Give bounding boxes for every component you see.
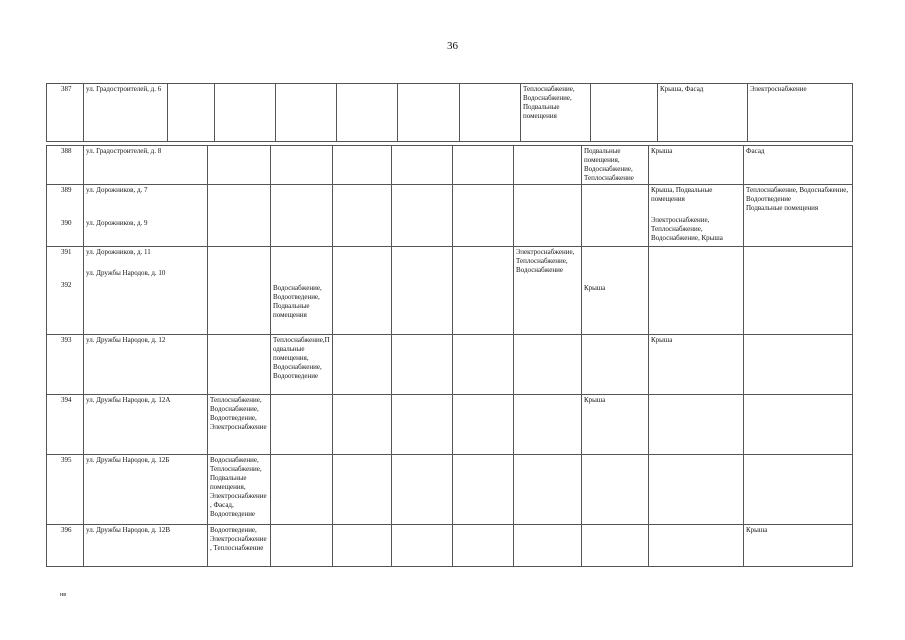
table-row-387 bbox=[46, 83, 853, 142]
table-row bbox=[47, 525, 853, 567]
row-number: 388 bbox=[47, 146, 84, 185]
empty-cell bbox=[208, 146, 271, 185]
address-cell: ул. Дружбы Народов, д. 12 bbox=[84, 335, 208, 395]
empty-cell bbox=[514, 146, 582, 185]
works-cell: Электроснабжение, Теплоснабжение, Водоснабжение bbox=[514, 247, 582, 335]
empty-cell bbox=[392, 146, 453, 185]
empty-cell bbox=[744, 247, 853, 335]
empty-cell bbox=[333, 395, 392, 455]
table-row bbox=[47, 146, 853, 185]
empty-cell bbox=[276, 84, 337, 142]
empty-cell bbox=[392, 247, 453, 335]
empty-cell bbox=[271, 395, 333, 455]
empty-cell bbox=[333, 185, 392, 247]
works-cell: Теплоснабжение, Водоснабжение, Подвальные помещения bbox=[521, 84, 591, 142]
empty-cell bbox=[392, 455, 453, 525]
empty-cell bbox=[271, 525, 333, 567]
works-cell: Фасад bbox=[744, 146, 853, 185]
empty-cell bbox=[392, 525, 453, 567]
works-cell: Теплоснабжение, Водоснабжение, Водоотведение Подвальные помещения bbox=[744, 185, 853, 247]
footer-mark: нв bbox=[60, 592, 67, 598]
works-cell: Крыша bbox=[649, 335, 744, 395]
works-cell: Крыша, Фасад bbox=[658, 84, 748, 142]
empty-cell bbox=[514, 525, 582, 567]
empty-cell bbox=[337, 84, 398, 142]
works-cell: Электроснабжение bbox=[748, 84, 853, 142]
works-table bbox=[46, 145, 853, 567]
empty-cell bbox=[453, 146, 514, 185]
empty-cell bbox=[649, 395, 744, 455]
empty-cell bbox=[514, 395, 582, 455]
empty-cell bbox=[271, 455, 333, 525]
empty-cell bbox=[392, 335, 453, 395]
works-cell: Крыша, Подвальные помещения Электроснабжение, Теплоснабжение, Водоснабжение, Крыша bbox=[649, 185, 744, 247]
empty-cell bbox=[744, 335, 853, 395]
empty-cell bbox=[582, 335, 649, 395]
empty-cell bbox=[453, 335, 514, 395]
empty-cell bbox=[333, 335, 392, 395]
empty-cell bbox=[453, 185, 514, 247]
works-cell: Крыша bbox=[744, 525, 853, 567]
page-number: 36 bbox=[447, 40, 458, 52]
empty-cell bbox=[333, 247, 392, 335]
address-cell: ул. Градостроителей, д. 6 bbox=[84, 84, 168, 142]
address-cell: ул. Дружбы Народов, д. 12Б bbox=[84, 455, 208, 525]
address-cell: ул. Дружбы Народов, д. 12А bbox=[84, 395, 208, 455]
empty-cell bbox=[333, 455, 392, 525]
works-cell: Крыша bbox=[582, 247, 649, 335]
empty-cell bbox=[392, 185, 453, 247]
empty-cell bbox=[514, 335, 582, 395]
empty-cell bbox=[208, 185, 271, 247]
empty-cell bbox=[514, 185, 582, 247]
empty-cell bbox=[460, 84, 521, 142]
address-cell: ул. Дорожников, д. 7 ул. Дорожников, д. 9 bbox=[84, 185, 208, 247]
empty-cell bbox=[215, 84, 276, 142]
empty-cell bbox=[333, 525, 392, 567]
empty-cell bbox=[208, 335, 271, 395]
table-row bbox=[47, 185, 853, 247]
empty-cell bbox=[333, 146, 392, 185]
empty-cell bbox=[582, 455, 649, 525]
works-cell: Подвальные помещения, Водоснабжение, Теплоснабжение bbox=[582, 146, 649, 185]
empty-cell bbox=[271, 185, 333, 247]
works-cell: Теплоснабжение,Подвальные помещения, Водоснабжение, Водоотведение bbox=[271, 335, 333, 395]
empty-cell bbox=[398, 84, 460, 142]
empty-cell bbox=[744, 395, 853, 455]
empty-cell bbox=[392, 395, 453, 455]
empty-cell bbox=[208, 247, 271, 335]
row-number: 396 bbox=[47, 525, 84, 567]
address-cell: ул. Дружбы Народов, д. 12В bbox=[84, 525, 208, 567]
empty-cell bbox=[514, 455, 582, 525]
address-cell: ул. Дорожников, д. 11 ул. Дружбы Народов, д. 10 bbox=[84, 247, 208, 335]
row-number: 391 392 bbox=[47, 247, 84, 335]
works-cell: Крыша bbox=[582, 395, 649, 455]
empty-cell bbox=[453, 455, 514, 525]
works-cell: Водоснабжение, Теплоснабжение, Подвальные помещения, Электроснабжение, Фасад, Водоотведение bbox=[208, 455, 271, 525]
row-number: 395 bbox=[47, 455, 84, 525]
empty-cell bbox=[453, 247, 514, 335]
table-row bbox=[47, 395, 853, 455]
empty-cell bbox=[649, 525, 744, 567]
row-number: 387 bbox=[47, 84, 84, 142]
empty-cell bbox=[649, 247, 744, 335]
empty-cell bbox=[453, 525, 514, 567]
table-row bbox=[47, 335, 853, 395]
empty-cell bbox=[168, 84, 215, 142]
row-number: 394 bbox=[47, 395, 84, 455]
row-number: 393 bbox=[47, 335, 84, 395]
table-row bbox=[47, 455, 853, 525]
empty-cell bbox=[271, 146, 333, 185]
works-cell: Крыша bbox=[649, 146, 744, 185]
works-cell: Теплоснабжение, Водоснабжение, Водоотведение, Электроснабжение bbox=[208, 395, 271, 455]
row-number: 389 390 bbox=[47, 185, 84, 247]
empty-cell bbox=[582, 185, 649, 247]
empty-cell bbox=[649, 455, 744, 525]
works-cell: Водоснабжение, Водоотведение, Подвальные помещения bbox=[271, 247, 333, 335]
empty-cell bbox=[582, 525, 649, 567]
table-row bbox=[47, 247, 853, 335]
empty-cell bbox=[453, 395, 514, 455]
empty-cell bbox=[744, 455, 853, 525]
address-cell: ул. Градостроителей, д. 8 bbox=[84, 146, 208, 185]
works-cell: Водоотведение, Электроснабжение, Теплоснабжение bbox=[208, 525, 271, 567]
empty-cell bbox=[591, 84, 658, 142]
